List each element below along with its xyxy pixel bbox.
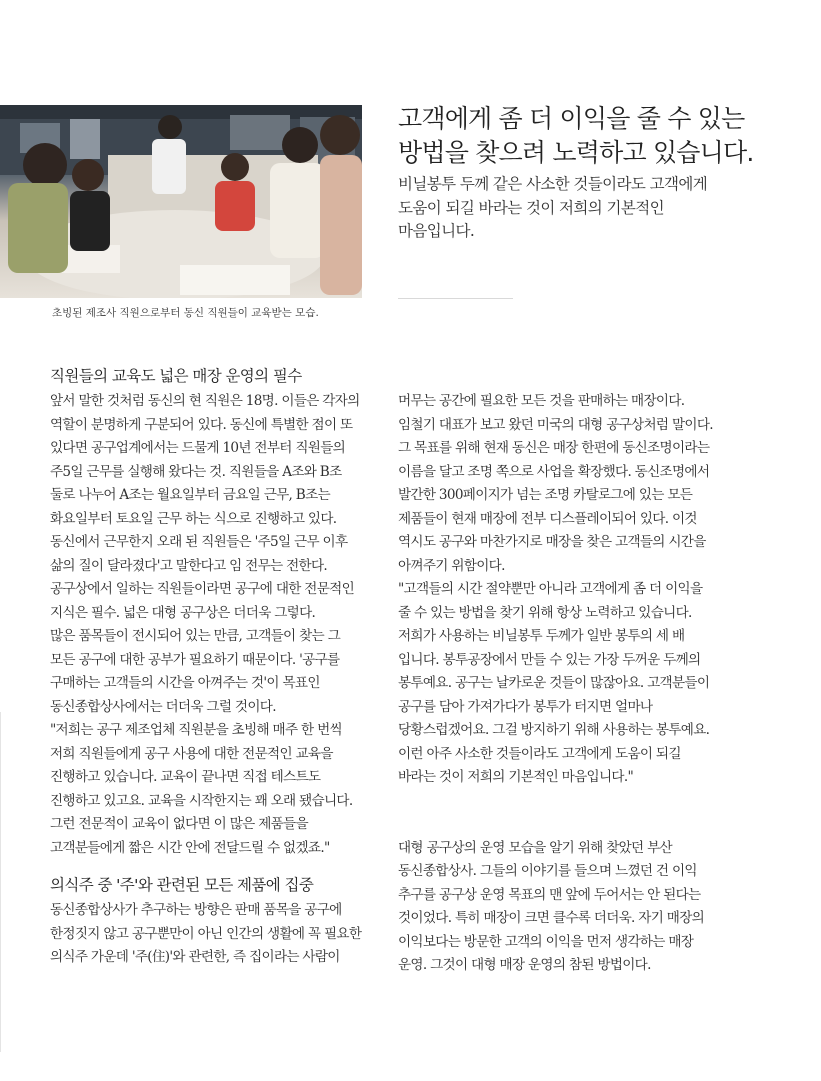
body-text-line: 이름을 달고 조명 쪽으로 사업을 확장했다. 동신조명에서: [398, 463, 710, 480]
body-text-line: 화요일부터 토요일 근무 하는 식으로 진행하고 있다.: [50, 510, 337, 527]
pull-quote-title-line: 방법을 찾으려 노력하고 있습니다.: [398, 138, 754, 167]
body-text-line: 많은 품목들이 전시되어 있는 만큼, 고객들이 찾는 그: [50, 628, 341, 644]
section-heading-housing: 의식주 중 '주'와 관련된 모든 제품에 집중: [50, 876, 314, 894]
body-text-line: "저희는 공구 제조업체 직원분을 초빙해 매주 한 번씩: [50, 722, 342, 738]
body-text-line: 구매하는 고객들의 시간을 아껴주는 것'이 목표인: [50, 675, 320, 691]
body-text-line: 그 목표를 위해 현재 동신은 매장 한편에 동신조명이라는: [398, 440, 710, 456]
body-text-line: 것이었다. 특히 매장이 크면 클수록 더더욱. 자기 매장의: [398, 910, 705, 926]
body-text-line: 지식은 필수. 넓은 대형 공구상은 더더욱 그렇다.: [50, 604, 316, 621]
body-text-line: 추구를 공구상 운영 목표의 맨 앞에 두어서는 안 된다는: [398, 886, 701, 903]
body-text-line: 고객분들에게 짧은 시간 안에 전달드릴 수 없겠죠.": [50, 839, 330, 856]
right-paragraph-group: [398, 390, 723, 790]
body-text-line: 이런 아주 사소한 것들이라도 고객에게 도움이 되길: [398, 745, 681, 762]
pull-quote-body-line: 비닐봉투 두께 같은 사소한 것들이라도 고객에게: [398, 175, 708, 193]
pull-quote-body: [398, 173, 798, 244]
body-text-line: 봉투예요. 공구는 날카로운 것들이 많잖아요. 고객분들이: [398, 675, 710, 691]
body-text-line: 공구상에서 일하는 직원들이라면 공구에 대한 전문적인: [50, 581, 355, 597]
body-text-line: 동신종합상사. 그들의 이야기를 들으며 느꼈던 건 이익: [398, 863, 697, 879]
body-text-line: 저희 직원들에게 공구 사용에 대한 전문적인 교육을: [50, 745, 333, 762]
pull-quote-title-line: 고객에게 좀 더 이익을 줄 수 있는: [398, 104, 745, 133]
body-text-line: 삶의 질이 달라졌다'고 말한다고 임 전무는 전한다.: [50, 557, 328, 574]
body-text-line: 발간한 300페이지가 넘는 조명 카탈로그에 있는 모든: [398, 487, 693, 503]
body-text-line: 동신종합상사에서는 더더욱 그럴 것이다.: [50, 698, 276, 715]
paragraph-gap: [398, 813, 723, 837]
body-text-line: 당황스럽겠어요. 그걸 방지하기 위해 사용하는 봉투예요.: [398, 722, 710, 738]
section-heading-training: 직원들의 교육도 넓은 매장 운영의 필수: [50, 367, 302, 385]
pull-quote-body-line: 도움이 되길 바라는 것이 저희의 기본적인: [398, 198, 664, 217]
body-text-line: 입니다. 봉투공장에서 만들 수 있는 가장 두꺼운 두께의: [398, 651, 701, 668]
right-paragraph-group: [398, 837, 723, 978]
body-text-line: 임철기 대표가 보고 왔던 미국의 대형 공구상처럼 말이다.: [398, 416, 713, 433]
training-photo-illustration: [0, 105, 362, 298]
body-text-line: 의식주 가운데 '주(住)'와 관련한, 즉 집이라는 사람이: [50, 949, 340, 965]
photo-caption: 초빙된 제조사 직원으로부터 동신 직원들이 교육받는 모습.: [52, 307, 319, 319]
pull-quote-title: [398, 102, 798, 170]
body-text-line: 한정짓지 않고 공구뿐만이 아닌 인간의 생활에 꼭 필요한: [50, 925, 362, 942]
page-edge-line: [0, 712, 1, 1052]
training-photo: [0, 105, 362, 298]
paragraph-gap: [398, 790, 723, 814]
body-text-line: 둘로 나누어 A조는 월요일부터 금요일 근무, B조는: [50, 487, 330, 503]
body-text-line: "고객들의 시간 절약뿐만 아니라 고객에게 좀 더 이익을: [398, 581, 703, 597]
left-paragraph-group: [50, 390, 375, 860]
body-text-line: 저희가 사용하는 비닐봉투 두께가 일반 봉투의 세 배: [398, 628, 685, 644]
body-text-line: 역시도 공구와 마찬가지로 매장을 찾은 고객들의 시간을: [398, 534, 706, 550]
body-text-line: 역할이 분명하게 구분되어 있다. 동신에 특별한 점이 또: [50, 416, 353, 433]
body-text-line: 있다면 공구업계에서는 드물게 10년 전부터 직원들의: [50, 440, 346, 456]
divider-rule: [398, 298, 513, 299]
body-text-line: 바라는 것이 저희의 기본적인 마음입니다.": [398, 769, 633, 785]
left-paragraph-group: [50, 899, 375, 970]
body-text-line: 아껴주기 위함이다.: [398, 557, 505, 574]
body-text-line: 이익보다는 방문한 고객의 이익을 먼저 생각하는 매장: [398, 933, 694, 950]
body-text-line: 앞서 말한 것처럼 동신의 현 직원은 18명. 이들은 각자의: [50, 393, 360, 409]
body-text-line: 모든 공구에 대한 공부가 필요하기 때문이다. '공구를: [50, 651, 340, 668]
body-text-line: 진행하고 있습니다. 교육이 끝나면 직접 테스트도: [50, 769, 321, 785]
body-text-line: 동신에서 근무한지 오래 된 직원들은 '주5일 근무 이후: [50, 534, 348, 550]
body-text-line: 진행하고 있고요. 교육을 시작한지는 꽤 오래 됐습니다.: [50, 792, 353, 809]
body-text-line: 동신종합상사가 추구하는 방향은 판매 품목을 공구에: [50, 902, 342, 918]
article-left-column: [50, 363, 375, 970]
article-right-column: [398, 390, 723, 978]
body-text-line: 주5일 근무를 실행해 왔다는 것. 직원들을 A조와 B조: [50, 463, 342, 480]
body-text-line: 그런 전문적이 교육이 없다면 이 많은 제품들을: [50, 816, 308, 832]
body-text-line: 대형 공구상의 운영 모습을 알기 위해 찾았던 부산: [398, 839, 672, 856]
body-text-line: 줄 수 있는 방법을 찾기 위해 항상 노력하고 있습니다.: [398, 604, 692, 621]
body-text-line: 머무는 공간에 필요한 모든 것을 판매하는 매장이다.: [398, 393, 685, 409]
body-text-line: 제품들이 현재 매장에 전부 디스플레이되어 있다. 이것: [398, 510, 697, 527]
body-text-line: 공구를 담아 가져가다가 봉투가 터지면 얼마나: [398, 698, 653, 715]
pull-quote-body-line: 마음입니다.: [398, 222, 475, 240]
body-text-line: 운영. 그것이 대형 매장 운영의 참된 방법이다.: [398, 957, 651, 973]
